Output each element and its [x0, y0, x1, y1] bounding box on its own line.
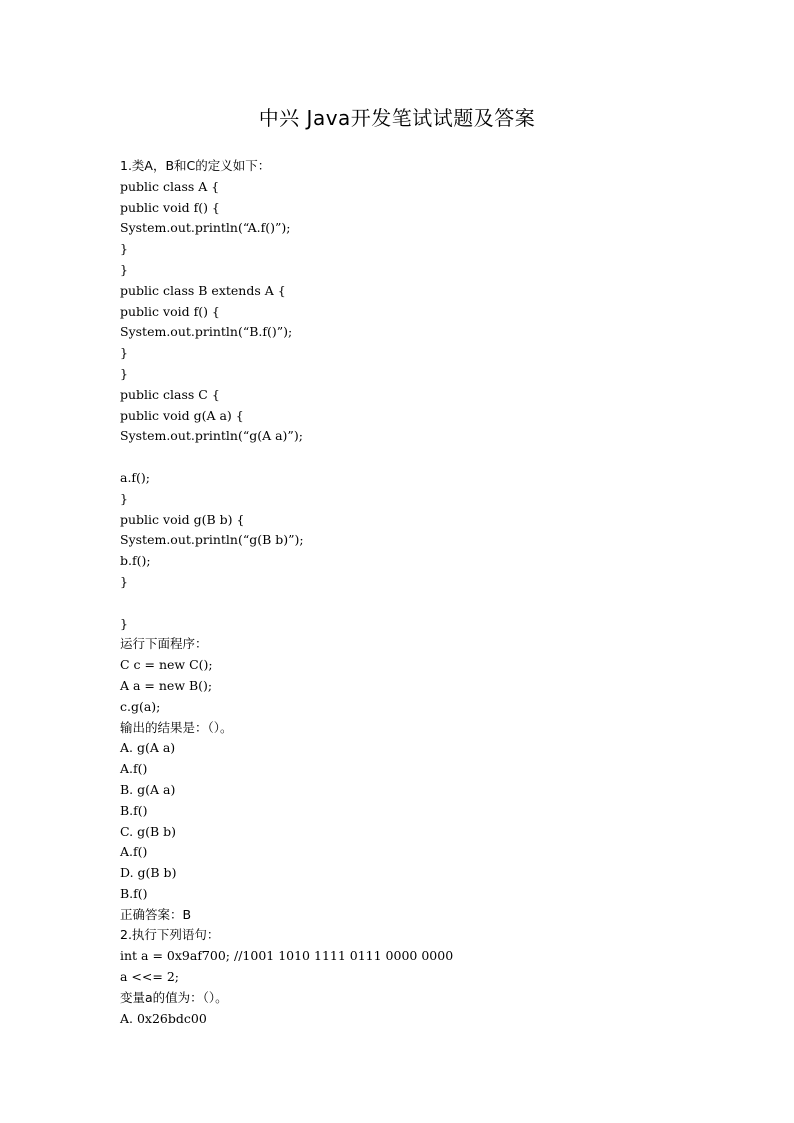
text-line: B.f() [120, 885, 148, 901]
text-line: D. g(B b) [120, 865, 177, 881]
text-line: int a = 0x9af700; //1001 1010 1111 0111 0000 0000 [120, 948, 454, 964]
text-line: public class A { [120, 178, 220, 194]
text-line: 1.类A，B和C的定义如下： [120, 158, 271, 173]
text-line: 输出的结果是：（）。 [120, 719, 233, 735]
text-line: public void g(B b) { [120, 511, 245, 527]
document-body [120, 156, 720, 1029]
text-line: A.f() [120, 761, 148, 777]
text-line: C c = new C(); [120, 657, 213, 673]
text-line: } [120, 615, 128, 631]
text-line: B. g(A a) [120, 781, 176, 797]
text-line: System.out.println(“g(B b)”); [120, 532, 304, 548]
text-line: a.f(); [120, 469, 151, 485]
text-line: } [120, 241, 128, 257]
text-line: } [120, 365, 128, 381]
text-line: 2.执行下列语句： [120, 927, 220, 943]
text-line: 正确答案：B [120, 906, 192, 922]
text-line: A.f() [120, 844, 148, 860]
text-line: B.f() [120, 802, 148, 818]
text-line: public class C { [120, 386, 220, 402]
text-line: System.out.println(“A.f()”); [120, 220, 291, 236]
document-title: 中兴 Java开发笔试试题及答案 [258, 106, 536, 130]
text-line: 运行下面程序： [120, 636, 208, 652]
text-line: } [120, 261, 128, 277]
text-line: 变量a的值为：（）。 [120, 989, 228, 1005]
text-line: System.out.println(“B.f()”); [120, 324, 293, 340]
text-line: public void g(A a) { [120, 407, 244, 423]
text-line: a <<= 2; [120, 969, 179, 985]
text-line: b.f(); [120, 553, 151, 569]
text-line: } [120, 573, 128, 589]
text-line: A a = new B(); [120, 677, 213, 693]
blank-line [120, 593, 720, 614]
text-line: } [120, 345, 128, 361]
text-line: A. g(A a) [120, 740, 176, 756]
text-line: C. g(B b) [120, 823, 176, 839]
text-line: public void f() { [120, 199, 220, 215]
text-line: System.out.println(“g(A a)”); [120, 428, 303, 444]
text-line: } [120, 490, 128, 506]
text-line: public void f() { [120, 303, 220, 319]
blank-line [120, 447, 720, 468]
text-line: c.g(a); [120, 698, 161, 714]
text-line: A. 0x26bdc00 [120, 1010, 207, 1026]
text-line: public class B extends A { [120, 282, 286, 298]
